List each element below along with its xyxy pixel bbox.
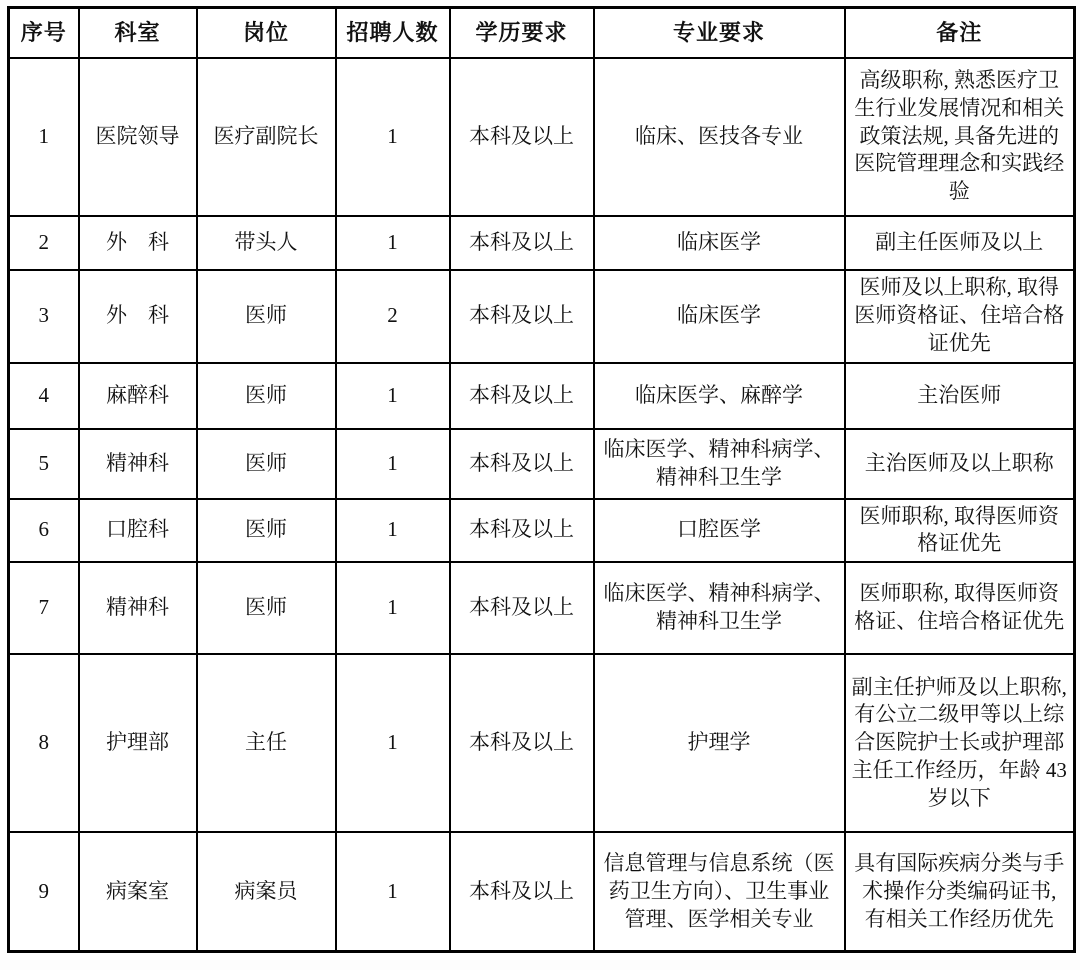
cell-post: 医师 — [197, 429, 336, 499]
cell-major: 口腔医学 — [594, 499, 845, 562]
header-cell-dept: 科室 — [79, 8, 197, 58]
table-row — [9, 429, 1075, 499]
cell-edu: 本科及以上 — [450, 499, 594, 562]
cell-major: 信息管理与信息系统（医药卫生方向）、卫生事业管理、医学相关专业 — [594, 832, 845, 952]
cell-post: 医师 — [197, 270, 336, 363]
cell-remark: 主治医师及以上职称 — [845, 429, 1075, 499]
table-row — [9, 832, 1075, 952]
cell-remark: 主治医师 — [845, 363, 1075, 429]
cell-dept: 护理部 — [79, 654, 197, 832]
cell-no: 3 — [9, 270, 79, 363]
table-row — [9, 58, 1075, 216]
header-cell-major: 专业要求 — [594, 8, 845, 58]
cell-count: 1 — [336, 832, 450, 952]
cell-remark: 医师职称, 取得医师资格证优先 — [845, 499, 1075, 562]
cell-remark: 高级职称, 熟悉医疗卫生行业发展情况和相关政策法规, 具备先进的医院管理理念和实践经验 — [845, 58, 1075, 216]
cell-dept: 精神科 — [79, 429, 197, 499]
cell-post: 医师 — [197, 499, 336, 562]
recruitment-table — [7, 6, 1076, 953]
header-cell-remark: 备注 — [845, 8, 1075, 58]
header-cell-count: 招聘人数 — [336, 8, 450, 58]
cell-remark: 医师职称, 取得医师资格证、住培合格证优先 — [845, 562, 1075, 654]
cell-edu: 本科及以上 — [450, 654, 594, 832]
cell-post: 病案员 — [197, 832, 336, 952]
cell-edu: 本科及以上 — [450, 832, 594, 952]
cell-edu: 本科及以上 — [450, 562, 594, 654]
table-row — [9, 270, 1075, 363]
cell-post: 带头人 — [197, 216, 336, 270]
cell-dept: 口腔科 — [79, 499, 197, 562]
cell-post: 医疗副院长 — [197, 58, 336, 216]
cell-no: 9 — [9, 832, 79, 952]
cell-dept: 麻醉科 — [79, 363, 197, 429]
table-row — [9, 499, 1075, 562]
cell-count: 1 — [336, 654, 450, 832]
cell-no: 6 — [9, 499, 79, 562]
cell-dept: 病案室 — [79, 832, 197, 952]
cell-major: 临床医学、精神科病学、精神科卫生学 — [594, 429, 845, 499]
cell-no: 5 — [9, 429, 79, 499]
table-row — [9, 216, 1075, 270]
cell-no: 4 — [9, 363, 79, 429]
cell-major: 临床医学、精神科病学、精神科卫生学 — [594, 562, 845, 654]
cell-dept: 外 科 — [79, 216, 197, 270]
cell-count: 1 — [336, 429, 450, 499]
header-cell-post: 岗位 — [197, 8, 336, 58]
cell-remark: 副主任医师及以上 — [845, 216, 1075, 270]
table-header-row — [9, 8, 1075, 58]
cell-remark: 医师及以上职称, 取得医师资格证、住培合格证优先 — [845, 270, 1075, 363]
cell-major: 临床医学 — [594, 270, 845, 363]
cell-dept: 外 科 — [79, 270, 197, 363]
cell-remark: 具有国际疾病分类与手术操作分类编码证书, 有相关工作经历优先 — [845, 832, 1075, 952]
cell-major: 临床、医技各专业 — [594, 58, 845, 216]
table-row — [9, 562, 1075, 654]
cell-edu: 本科及以上 — [450, 270, 594, 363]
cell-edu: 本科及以上 — [450, 429, 594, 499]
cell-count: 1 — [336, 216, 450, 270]
cell-post: 医师 — [197, 562, 336, 654]
cell-dept: 医院领导 — [79, 58, 197, 216]
cell-count: 1 — [336, 58, 450, 216]
table-row — [9, 363, 1075, 429]
cell-no: 1 — [9, 58, 79, 216]
cell-edu: 本科及以上 — [450, 216, 594, 270]
cell-edu: 本科及以上 — [450, 58, 594, 216]
cell-post: 主任 — [197, 654, 336, 832]
cell-dept: 精神科 — [79, 562, 197, 654]
header-cell-edu: 学历要求 — [450, 8, 594, 58]
cell-major: 临床医学 — [594, 216, 845, 270]
table-row — [9, 654, 1075, 832]
cell-major: 临床医学、麻醉学 — [594, 363, 845, 429]
cell-count: 1 — [336, 562, 450, 654]
cell-major: 护理学 — [594, 654, 845, 832]
cell-no: 8 — [9, 654, 79, 832]
cell-count: 1 — [336, 499, 450, 562]
cell-no: 7 — [9, 562, 79, 654]
cell-count: 1 — [336, 363, 450, 429]
cell-post: 医师 — [197, 363, 336, 429]
cell-remark: 副主任护师及以上职称, 有公立二级甲等以上综合医院护士长或护理部主任工作经历，年龄 43 岁以下 — [845, 654, 1075, 832]
cell-no: 2 — [9, 216, 79, 270]
cell-edu: 本科及以上 — [450, 363, 594, 429]
header-cell-no: 序号 — [9, 8, 79, 58]
cell-count: 2 — [336, 270, 450, 363]
